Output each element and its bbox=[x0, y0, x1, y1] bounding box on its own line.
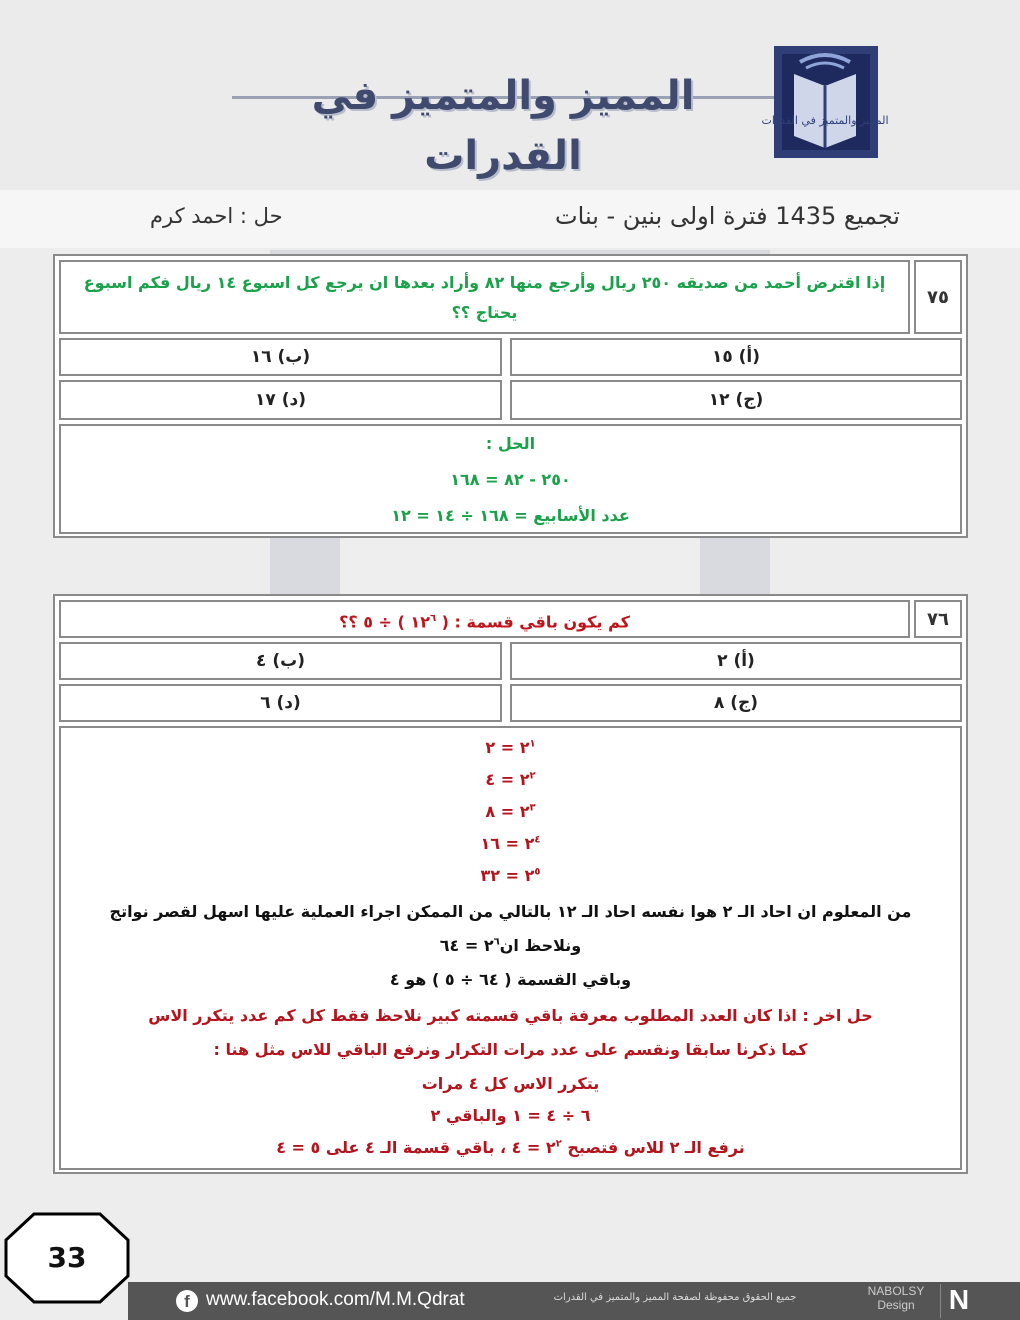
power-exp: ٢ bbox=[529, 770, 536, 782]
option-c[interactable]: (ج) ٨ bbox=[510, 684, 962, 722]
question-75-table bbox=[53, 254, 968, 538]
note-line-3: وباقي القسمة ( ٦٤ ÷ ٥ ) هو ٤ bbox=[389, 970, 632, 989]
power-row bbox=[61, 802, 960, 821]
solution-title: الحل : bbox=[485, 434, 536, 453]
option-d[interactable]: (د) ٦ bbox=[59, 684, 502, 722]
question-text bbox=[59, 600, 910, 638]
solver-name: حل : احمد كرم bbox=[150, 204, 283, 228]
note-line-2 bbox=[61, 936, 960, 955]
question-exponent: ٦ bbox=[429, 613, 437, 624]
option-d[interactable]: (د) ١٧ bbox=[59, 380, 502, 420]
solution-step-2: عدد الأسابيع = ١٦٨ ÷ ١٤ = ١٢ bbox=[391, 506, 630, 525]
power-result: = ٣٢ bbox=[480, 866, 520, 885]
solution-box bbox=[59, 424, 962, 534]
power-base: ٢ bbox=[524, 834, 535, 853]
question-number: ٧٥ bbox=[914, 260, 962, 334]
power-result: = ١٦ bbox=[480, 834, 520, 853]
option-a[interactable]: (أ) ١٥ bbox=[510, 338, 962, 376]
alt-solution-line-2: كما ذكرنا سابقا ونقسم على عدد مرات التكرار ونرفع الباقي للاس مثل هنا : bbox=[213, 1040, 808, 1059]
question-suffix: ) ÷ ٥ ؟؟ bbox=[339, 612, 405, 632]
logo-book-icon bbox=[760, 44, 890, 160]
alt-solution-line-1: حل اخر : اذا كان العدد المطلوب معرفة باقي قسمته كبير نلاحظ فقط كل كم عدد يتكرر الاس bbox=[148, 1006, 873, 1025]
power-base: ٢ bbox=[519, 802, 530, 821]
power-exp: ٣ bbox=[529, 802, 536, 814]
power-row bbox=[61, 834, 960, 853]
power-base: ٢ bbox=[524, 866, 535, 885]
option-b[interactable]: (ب) ١٦ bbox=[59, 338, 502, 376]
brand-line-2: Design bbox=[877, 1298, 915, 1312]
page-number: 33 bbox=[47, 1241, 87, 1274]
power-exp: ١ bbox=[529, 738, 536, 750]
rights-notice: جميع الحقوق محفوظة لصفحة المميز والمتميز في القدرات bbox=[553, 1292, 797, 1303]
logo-book-text: المميز والمتميز في القدرات bbox=[761, 114, 889, 127]
power-result: = ٨ bbox=[485, 802, 515, 821]
note-line-2-prefix: ونلاحظ ان٢ bbox=[483, 936, 582, 955]
power-row bbox=[61, 770, 960, 789]
note-line-1: من المعلوم ان احاد الـ ٢ هوا نفسه احاد الـ ١٢ بالتالي من الممكن اجراء العملية عليها اسهل لقصر نواتج bbox=[109, 902, 912, 921]
alt-solution-line-5 bbox=[61, 1138, 960, 1157]
power-exp: ٥ bbox=[534, 866, 541, 878]
logo-title: المميز والمتميز في القدرات bbox=[311, 73, 695, 179]
collection-title: تجميع 1435 فترة اولى بنين - بنات bbox=[555, 202, 900, 230]
brand-line-1: NABOLSY bbox=[867, 1284, 925, 1298]
question-prefix: كم يكون باقي قسمة : ( ١٢ bbox=[410, 612, 630, 632]
facebook-icon[interactable]: f bbox=[176, 1290, 198, 1312]
power-result: = ٢ bbox=[485, 738, 515, 757]
brand-logo-letter: N bbox=[940, 1284, 977, 1318]
power-base: ٢ bbox=[519, 770, 530, 789]
solution-step-1: ٢٥٠ - ٨٢ = ١٦٨ bbox=[450, 470, 571, 489]
question-text: إذا اقترض أحمد من صديقه ٢٥٠ ريال وأرجع منها ٨٢ وأراد بعدها ان يرجع كل اسبوع ١٤ ريال فكم اسبوع يحتاج ؟؟ bbox=[59, 260, 910, 334]
alt-line-5-exp: ٢ bbox=[555, 1138, 562, 1150]
option-b[interactable]: (ب) ٤ bbox=[59, 642, 502, 680]
alt-line-5-suffix: = ٤ ، باقي قسمة الـ ٤ على ٥ = ٤ bbox=[276, 1138, 541, 1157]
note-line-2-exp: ٦ bbox=[493, 936, 500, 948]
alt-line-5-prefix: نرفع الـ ٢ للاس فتصبح ٢ bbox=[545, 1138, 745, 1157]
facebook-url-link[interactable]: www.facebook.com/M.M.Qdrat bbox=[206, 1289, 465, 1310]
option-c[interactable]: (ج) ١٢ bbox=[510, 380, 962, 420]
alt-solution-line-4: ٦ ÷ ٤ = ١ والباقي ٢ bbox=[430, 1106, 591, 1125]
solution-box bbox=[59, 726, 962, 1170]
option-a[interactable]: (أ) ٢ bbox=[510, 642, 962, 680]
power-base: ٢ bbox=[519, 738, 530, 757]
question-number: ٧٦ bbox=[914, 600, 962, 638]
brand-label bbox=[856, 1284, 936, 1312]
question-76-table bbox=[53, 594, 968, 1174]
note-line-2-suffix: = ٦٤ bbox=[439, 936, 479, 955]
power-result: = ٤ bbox=[485, 770, 515, 789]
power-exp: ٤ bbox=[534, 834, 541, 846]
alt-solution-line-3: يتكرر الاس كل ٤ مرات bbox=[421, 1074, 600, 1093]
power-row bbox=[61, 866, 960, 885]
power-row bbox=[61, 738, 960, 757]
